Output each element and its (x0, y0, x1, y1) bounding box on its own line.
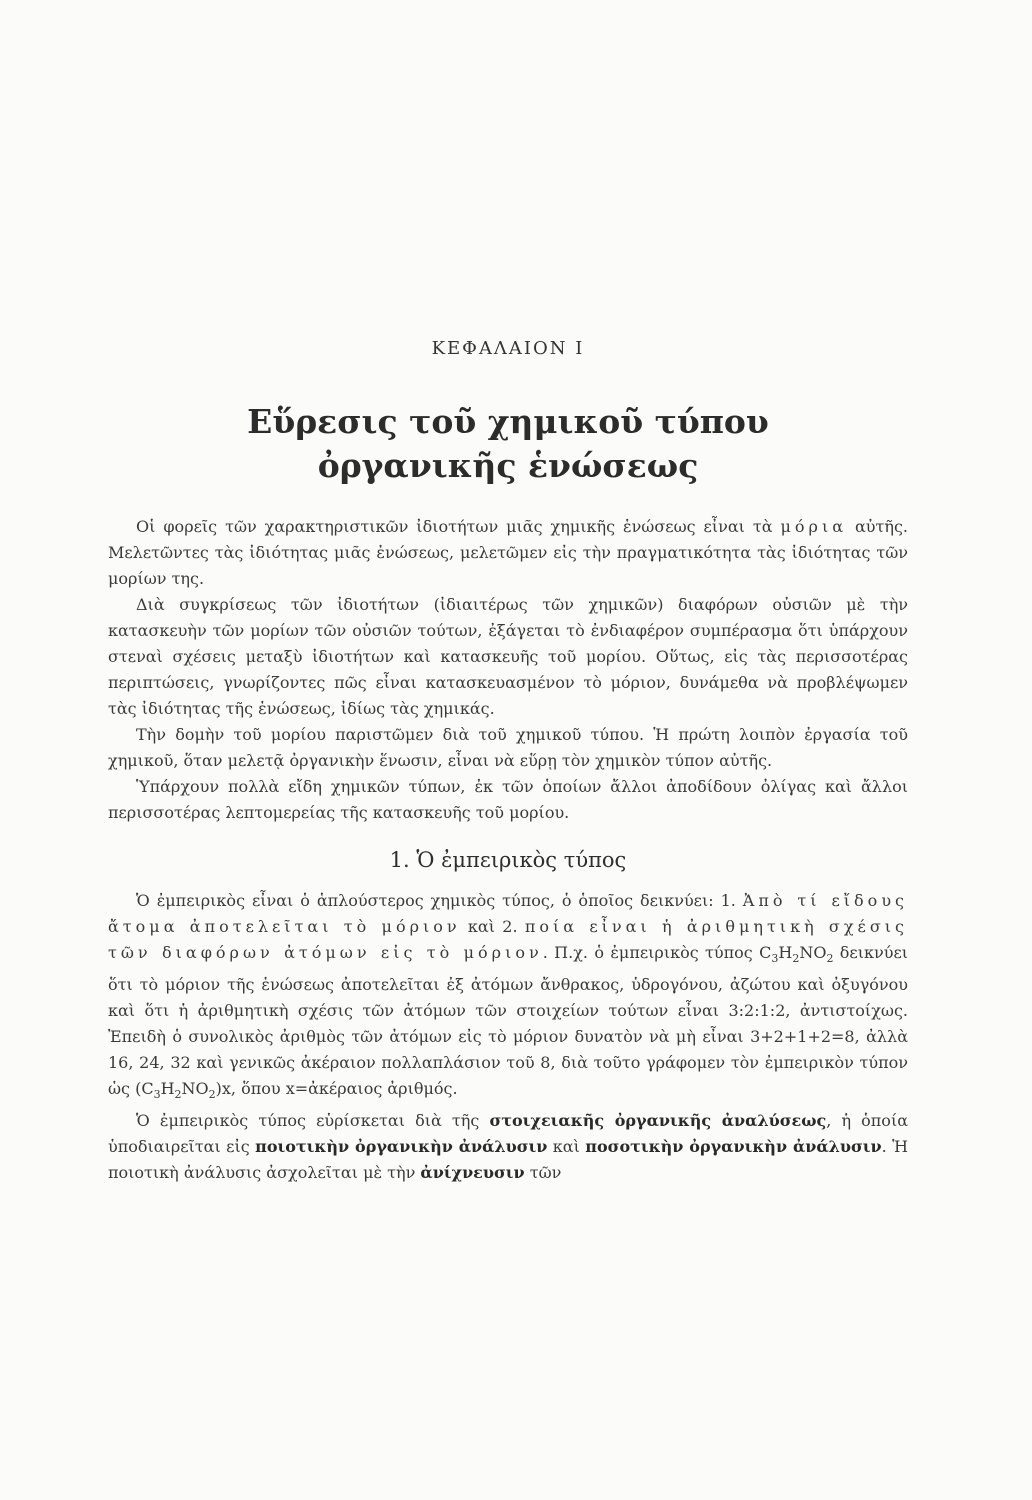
paragraph-4: Ὑπάρχουν πολλὰ εἴδη χημικῶν τύπων, ἐκ τῶν ὁποίων ἄλλοι ἀποδίδουν ὀλίγας καὶ ἄλλοι περισσοτέρας λεπτομερείας τῆς κατασκευῆς τοῦ μορίου. (108, 777, 908, 822)
spaced-word: μόρια (780, 517, 848, 536)
chapter-title-line1: Εὕρεσις τοῦ χημικοῦ τύπου (247, 402, 769, 441)
spaced-phrase: ποία εἶναι ἡ ἀριθμητικὴ σχέσις τῶν διαφόρων ἀτόμων εἰς τὸ μόριον (108, 917, 908, 962)
section-heading: 1. Ὁ ἐμπειρικὸς τύπος (389, 848, 627, 872)
chapter-label: ΚΕΦΑΛΑΙΟΝ Ι (431, 338, 585, 359)
bold-term: ἀνίχνευσιν (420, 1163, 525, 1183)
spaced-phrase: Ἀπὸ τί εἴδους ἄτομα ἀποτελεῖται τὸ μόριον (108, 891, 909, 936)
bold-term: ποιοτικὴν ὀργανικὴν ἀνάλυσιν (255, 1137, 548, 1157)
bold-term: ποσοτικὴν ὀργανικὴν ἀνάλυσιν (585, 1137, 882, 1157)
bold-term: στοιχειακῆς ὀργανικῆς ἀναλύσεως (489, 1111, 827, 1131)
section-paragraph-1: Ὁ ἐμπειρικὸς εἶναι ὁ ἁπλούστερος χημικὸς τύπος, ὁ ὁποῖος δεικνύει: 1. Ἀπὸ τί εἴδους ἄτομα ἀποτελεῖται τὸ μόριον καὶ 2. ποία εἶναι ἡ ἀριθμητικὴ σχέσις τῶν διαφόρων ἀτόμων εἰς τὸ μόριον. Π.χ. ὁ ἐμπειρικὸς τύπος $C_3H_2NO_2$ δεικνύει ὅτι τὸ μόριον τῆς ἑνώσεως ἀποτελεῖται ἐξ ἀτόμων ἄνθρακος, ὑδρογόνου, ἀζώτου καὶ ὀξυγόνου καὶ ὅτι ἡ ἀριθμητικὴ σχέσις τῶν ἀτόμων τῶν στοιχείων τούτων εἶναι 3:2:1:2, ἀντιστοίχως. Ἐπειδὴ ὁ συνολικὸς ἀριθμὸς τῶν ἀτόμων εἰς τὸ μόριον δυνατὸν νὰ μὴ εἶναι 3+2+1+2=8, ἀλλὰ 16, 24, 32 καὶ γενικῶς ἀκέραιον πολλαπλάσιον τοῦ 8, διὰ τοῦτο γράφομεν τὸν ἐμπειρικὸν τύπον ὡς $(C_3H_2NO_2)x$, ὅπου x=ἀκέραιος ἀριθμός. (108, 891, 909, 1102)
section-paragraph-2: Ὁ ἐμπειρικὸς τύπος εὑρίσκεται διὰ τῆς στοιχειακῆς ὀργανικῆς ἀναλύσεως, ἡ ὁποία ὑποδιαιρεῖται εἰς ποιοτικὴν ὀργανικὴν ἀνάλυσιν καὶ ποσοτικὴν ὀργανικὴν ἀνάλυσιν. Ἡ ποιοτικὴ ἀνάλυσις ἀσχολεῖται μὲ τὴν ἀνίχνευσιν τῶν (108, 1111, 909, 1183)
chapter-title-line2: ὀργανικῆς ἑνώσεως (317, 446, 699, 485)
paragraph-1: Οἱ φορεῖς τῶν χαρακτηριστικῶν ἰδιοτήτων μιᾶς χημικῆς ἑνώσεως εἶναι τὰ μόρια αὐτῆς. Μελετῶντες τὰς ἰδιότητας μιᾶς ἑνώσεως, μελετῶμεν εἰς τὴν πραγματικότητα τὰς ἰδιότητας τῶν μορίων της. (108, 517, 908, 588)
paragraph-3: Τὴν δομὴν τοῦ μορίου παριστῶμεν διὰ τοῦ χημικοῦ τύπου. Ἡ πρώτη λοιπὸν ἐργασία τοῦ χημικοῦ, ὅταν μελετᾷ ὀργανικὴν ἕνωσιν, εἶναι νὰ εὕρῃ τὸν χημικὸν τύπον αὐτῆς. (108, 725, 908, 770)
body-text (108, 514, 908, 1186)
paragraph-2: Διὰ συγκρίσεως τῶν ἰδιοτήτων (ἰδιαιτέρως τῶν χημικῶν) διαφόρων οὐσιῶν μὲ τὴν κατασκευὴν τῶν μορίων τῶν οὐσιῶν τούτων, ἐξάγεται τὸ ἐνδιαφέρον συμπέρασμα ὅτι ὑπάρχουν στεναὶ σχέσεις μεταξὺ ἰδιοτήτων καὶ κατασκευῆς τοῦ μορίου. Οὕτως, εἰς τὰς περισσοτέρας περιπτώσεις, γνωρίζοντες πῶς εἶναι κατασκευασμένον τὸ μόριον, δυνάμεθα νὰ προβλέψωμεν τὰς ἰδιότητας τῆς ἑνώσεως, ἰδίως τὰς χημικάς. (108, 595, 908, 718)
book-page (108, 0, 908, 1500)
chapter-title (108, 400, 908, 488)
